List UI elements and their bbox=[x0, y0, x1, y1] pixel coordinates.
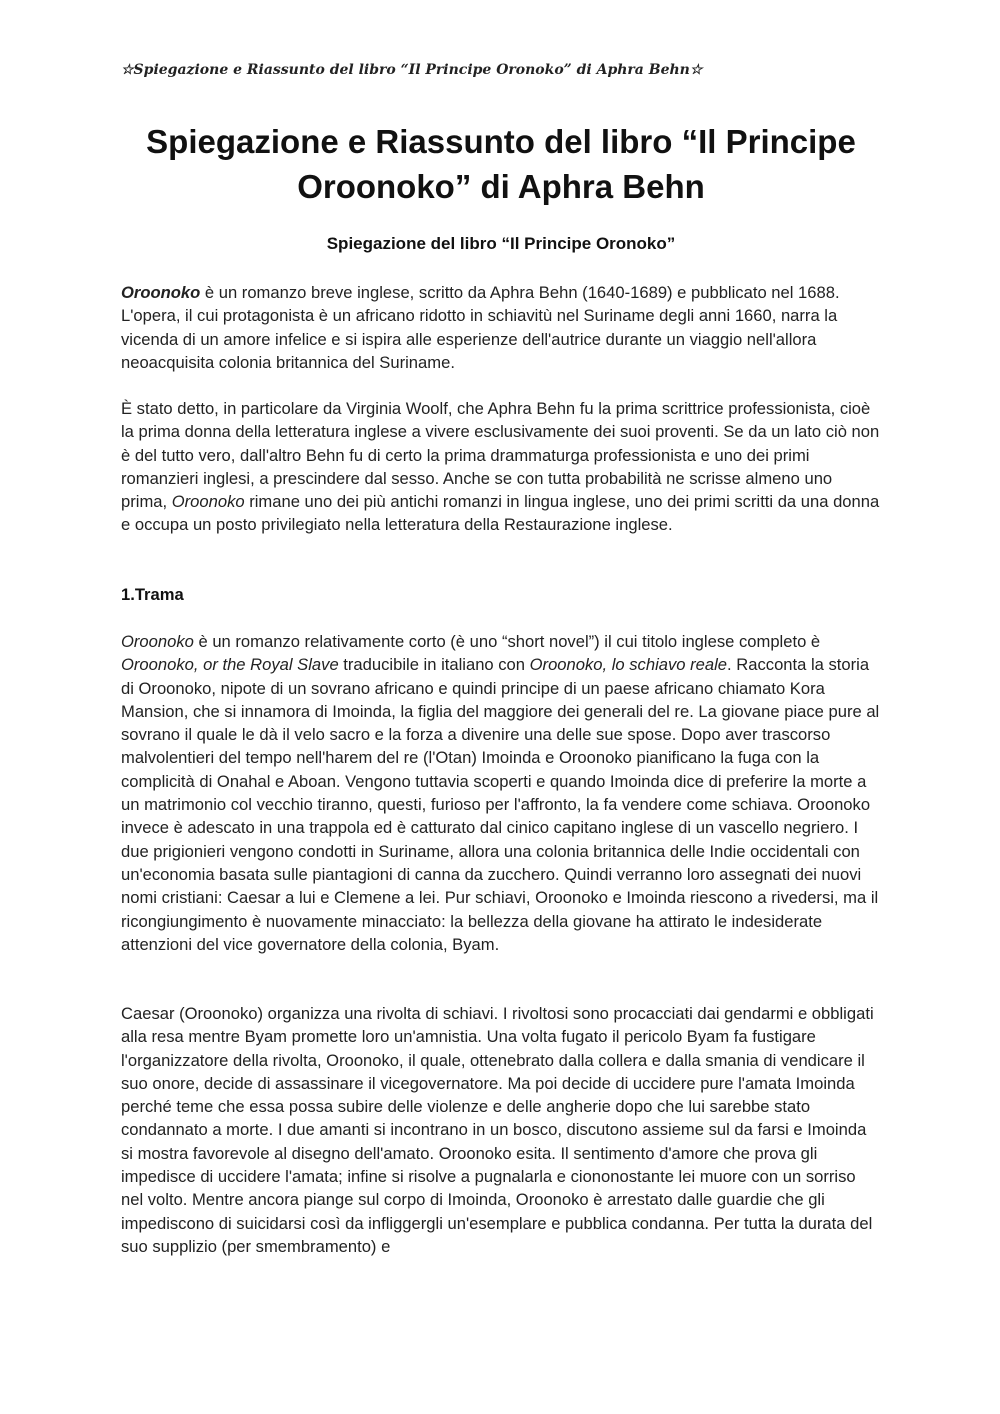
plot-italic-3: Oroonoko, lo schiavo reale bbox=[529, 655, 728, 675]
plot-text-2: traducibile in italiano con bbox=[338, 655, 530, 675]
plot-italic-2: Oroonoko, or the Royal Slave bbox=[121, 655, 339, 675]
plot-italic-1: Oroonoko bbox=[121, 632, 194, 651]
book-title-lead: Oroonoko bbox=[121, 283, 201, 302]
title-line-2: Oroonoko” di Aphra Behn bbox=[297, 168, 705, 205]
paragraph-revolt: Caesar (Oroonoko) organizza una rivolta di schiavi. I rivoltosi sono procacciati dai gendarmi e obbligati alla resa mentre Byam promette loro un'amnistia. Una volta fugato il pericolo Byam fa fustigare l'organizzatore della rivolta, Oroonoko, il quale, ottenebrato dalla collera e dalla smania di vendicare il suo onore, decide di assassinare il vicegovernatore. Ma poi decide di uccidere pure l'amata Imoinda perché teme che essa possa subire delle violenze e delle angherie dopo che lui sarebbe stato condannato a morte. I due amanti si incontrano in un bosco, discutono assieme sul da farsi e Imoinda si mostra favorevole al disegno dell'amato. Oroonoko esita. Il sentimento d'amore che prova gli impedisce di uccidere l'amata; infine si risolve a pugnalarla e ciononostante lei muore con un sorriso nel volto. Mentre ancora piange sul corpo di Imoinda, Oroonoko è arrestato dalle guardie che gli impediscono di suicidarsi così da infliggergli un'esemplare e pubblica condanna. Per tutta la durata del suo supplizio (per smembramento) e bbox=[121, 1004, 874, 1256]
plot-text-1: è un romanzo relativamente corto (è uno “short novel”) il cui titolo inglese completo è bbox=[193, 632, 821, 651]
paragraph-intro bbox=[121, 281, 881, 374]
paragraph-intro-text: è un romanzo breve inglese, scritto da Aphra Behn (1640-1689) e pubblicato nel 1688. L'opera, il cui protagonista è un africano ridotto in schiavitù nel Suriname degli anni 1660, narra la vicenda di un amore infelice e si ispira alle esperienze dell'autrice durante un viaggio nell'allora neoacquisita colonia britannica del Suriname. bbox=[121, 283, 840, 372]
book-title-inline: Oroonoko bbox=[171, 492, 245, 512]
document-subtitle: Spiegazione del libro “Il Principe Oronoko” bbox=[326, 234, 676, 253]
section-heading-trama: 1.Trama bbox=[121, 585, 184, 604]
paragraph-woolf bbox=[121, 397, 881, 537]
page-header: ☆Spiegazione e Riassunto del libro “Il Principe Oronoko” di Aphra Behn☆ bbox=[121, 62, 703, 78]
paragraph-plot bbox=[121, 630, 881, 956]
plot-text-3: . Racconta la storia di Oroonoko, nipote di un sovrano africano e quindi principe di un paese africano chiamato Kora Mansion, che si innamora di Imoinda, la figlia del maggiore dei generali del re. La giovane piace pure al sovrano il quale le dà il velo sacro e la forza a divenire una delle sue spose. Dopo aver trascorso malvolentieri del tempo nell'harem del re (l'Otan) Imoinda e Oroonoko pianificano la fuga con la complicità di Onahal e Aboan. Vengono tuttavia scoperti e quando Imoinda dice di preferire la morte a un matrimonio col vecchio tiranno, questi, furioso per l'affronto, la fa vendere come schiava. Oroonoko invece è adescato in una trappola ed è catturato dal cinico capitano inglese di un vascello negriero. I due prigionieri vengono condotti in Suriname, allora una colonia britannica delle Indie occidentali con un'economia basata sulle piantagioni di canna da zucchero. Quindi verranno loro assegnati dei nuovi nomi cristiani: Caesar a lui e Clemene a lei. Pur schiavi, Oroonoko e Imoinda riescono a rivedersi, ma il ricongiungimento è nuovamente minacciato: la bellezza della giovane ha attirato le indesiderate attenzioni del vice governatore della colonia, Byam. bbox=[121, 655, 880, 954]
paragraph-woolf-text-a: È stato detto, in particolare da Virginia Woolf, che Aphra Behn fu la prima scrittrice professionista, cioè la prima donna della letteratura inglese a vivere esclusivamente dei suoi proventi. Se da un lato ciò non è del tutto vero, dall'altro Behn fu di certo la prima drammaturga professionista e uno dei primi romanzieri inglesi, a prescindere dal sesso. Anche se con tutta probabilità ne scrisse almeno uno prima, bbox=[121, 399, 880, 512]
title-line-1: Spiegazione e Riassunto del libro “Il Principe bbox=[146, 123, 856, 160]
paragraph-woolf-text-b: rimane uno dei più antichi romanzi in lingua inglese, uno dei primi scritti da una donna e occupa un posto privilegiato nella letteratura della Restaurazione inglese. bbox=[121, 492, 880, 535]
document-title bbox=[111, 119, 891, 209]
